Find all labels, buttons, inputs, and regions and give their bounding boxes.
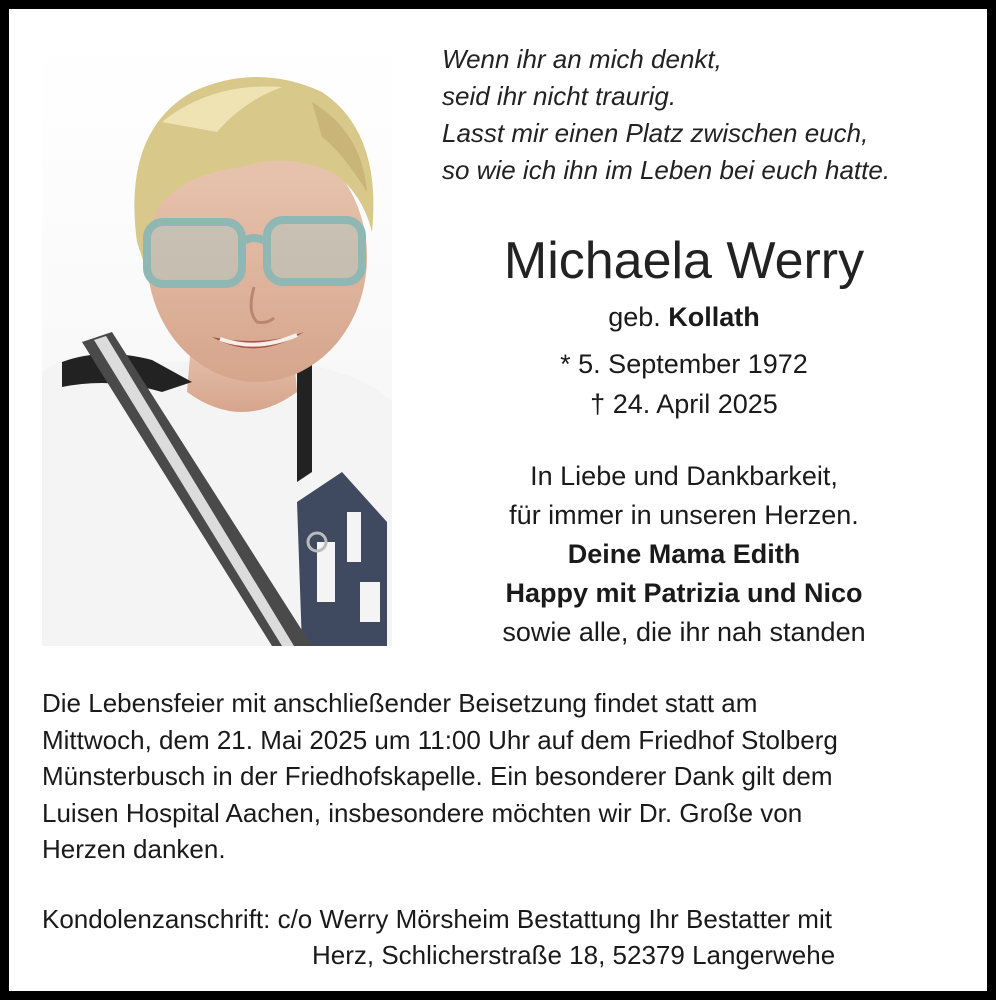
poem-line: Wenn ihr an mich denkt, xyxy=(442,44,722,74)
dedication xyxy=(404,457,964,652)
body-line: Münsterbusch in der Friedhofskapelle. Ein besonderer Dank gilt dem xyxy=(42,761,833,791)
dedication-line: für immer in unseren Herzen. xyxy=(509,500,859,530)
condolence-address xyxy=(42,901,972,973)
dedication-line: In Liebe und Dankbarkeit, xyxy=(530,461,838,491)
ceremony-details xyxy=(42,685,972,868)
body-line: Luisen Hospital Aachen, insbesondere möchten wir Dr. Große von xyxy=(42,797,803,828)
dedication-line: sowie alle, die ihr nah standen xyxy=(502,617,866,647)
poem-line: Lasst mir einen Platz zwischen euch, xyxy=(442,118,869,148)
deceased-name: Michaela Werry xyxy=(503,232,865,290)
portrait-photo xyxy=(42,42,392,646)
condolence-line: Kondolenzanschrift: c/o Werry Mörsheim Bestattung Ihr Bestatter mit xyxy=(42,904,832,934)
poem xyxy=(442,41,982,189)
condolence-line: Herz, Schlicherstraße 18, 52379 Langerwehe xyxy=(312,940,836,970)
maiden-name: Kollath xyxy=(668,302,760,332)
dedication-line: Happy mit Patrizia und Nico xyxy=(505,578,863,608)
portrait-illustration xyxy=(42,42,392,646)
poem-line: so wie ich ihn im Leben bei euch hatte. xyxy=(442,155,891,185)
body-line: Die Lebensfeier mit anschließender Beisetzung findet statt am xyxy=(42,688,758,718)
body-line: Mittwoch, dem 21. Mai 2025 um 11:00 Uhr auf dem Friedhof Stolberg xyxy=(42,724,838,755)
maiden-name-line xyxy=(404,300,964,334)
maiden-prefix: geb. xyxy=(608,302,661,332)
birth-date: * 5. September 1972 xyxy=(560,349,808,379)
dedication-line: Deine Mama Edith xyxy=(567,539,801,569)
body-line: Herzen danken. xyxy=(42,834,226,864)
death-date: † 24. April 2025 xyxy=(590,389,778,419)
poem-line: seid ihr nicht traurig. xyxy=(442,81,677,111)
